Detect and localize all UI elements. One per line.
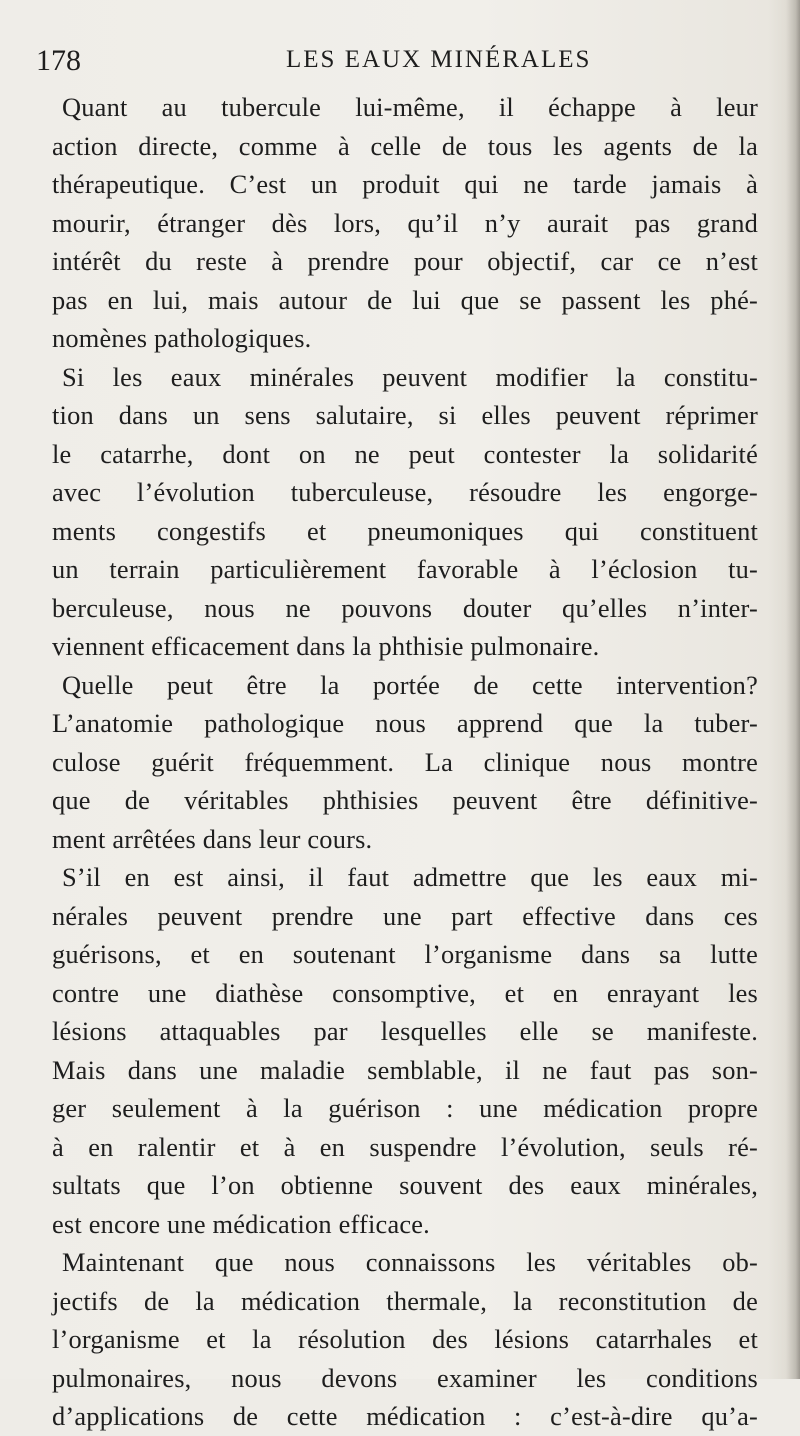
text-line: intérêt du reste à prendre pour objectif, car ce n’est: [52, 246, 758, 276]
text-line: viennent efficacement dans la phthisie pulmonaire.: [52, 631, 600, 661]
page-number: 178: [36, 44, 81, 77]
text-line: culose guérit fréquemment. La clinique nous montre: [52, 746, 758, 777]
text-line: thérapeutique. C’est un produit qui ne tarde jamais à: [52, 169, 758, 199]
body-text: [52, 88, 758, 1436]
text-line: Mais dans une maladie semblable, il ne faut pas son-: [52, 1054, 758, 1085]
text-line: Maintenant que nous connaissons les véritables ob-: [62, 1247, 758, 1277]
text-line: est encore une médication efficace.: [52, 1208, 430, 1239]
text-line: Si les eaux minérales peuvent modifier la constitu-: [62, 361, 758, 392]
text-line: Quant au tubercule lui-même, il échappe à leur: [62, 92, 758, 122]
text-line: nérales peuvent prendre une part effective dans ces: [52, 900, 758, 931]
text-line: pas en lui, mais autour de lui que se passent les phé-: [52, 284, 758, 315]
text-line: pulmonaires, nous devons examiner les conditions: [52, 1362, 758, 1393]
text-line: L’anatomie pathologique nous apprend que la tuber-: [52, 708, 758, 738]
text-line: jectifs de la médication thermale, la reconstitution de: [52, 1285, 758, 1316]
text-line: action directe, comme à celle de tous les agents de la: [52, 130, 758, 161]
text-line: d’applications de cette médication : c’est-à-dire qu’a-: [52, 1401, 758, 1431]
text-line: à en ralentir et à en suspendre l’évolution, seuls ré-: [52, 1131, 758, 1162]
text-line: berculeuse, nous ne pouvons douter qu’elles n’inter-: [52, 592, 758, 623]
text-line: que de véritables phthisies peuvent être définitive-: [52, 785, 758, 815]
text-line: le catarrhe, dont on ne peut contester la solidarité: [52, 438, 758, 469]
text-line: avec l’évolution tuberculeuse, résoudre les engorge-: [52, 477, 758, 507]
text-line: ment arrêtées dans leur cours.: [52, 823, 373, 854]
running-title: LES EAUX MINÉRALES: [286, 46, 592, 73]
text-line: tion dans un sens salutaire, si elles peuvent réprimer: [52, 400, 758, 430]
text-line: S’il en est ainsi, il faut admettre que les eaux mi-: [62, 862, 758, 892]
text-line: ments congestifs et pneumoniques qui constituent: [52, 515, 758, 546]
text-line: nomènes pathologiques.: [52, 323, 312, 353]
text-line: lésions attaquables par lesquelles elle se manifeste.: [52, 1016, 758, 1046]
text-line: contre une diathèse consomptive, et en enrayant les: [52, 977, 758, 1008]
running-head: [36, 44, 756, 84]
text-line: mourir, étranger dès lors, qu’il n’y aurait pas grand: [52, 207, 758, 238]
text-line: ger seulement à la guérison : une médication propre: [52, 1093, 758, 1123]
text-line: Quelle peut être la portée de cette intervention?: [62, 669, 758, 700]
text-line: un terrain particulièrement favorable à l’éclosion tu-: [52, 554, 758, 584]
text-line: l’organisme et la résolution des lésions catarrhales et: [52, 1324, 758, 1354]
page-edge-shadow: [786, 0, 800, 1379]
text-line: guérisons, et en soutenant l’organisme dans sa lutte: [52, 939, 758, 969]
text-line: sultats que l’on obtienne souvent des eaux minérales,: [52, 1170, 758, 1200]
